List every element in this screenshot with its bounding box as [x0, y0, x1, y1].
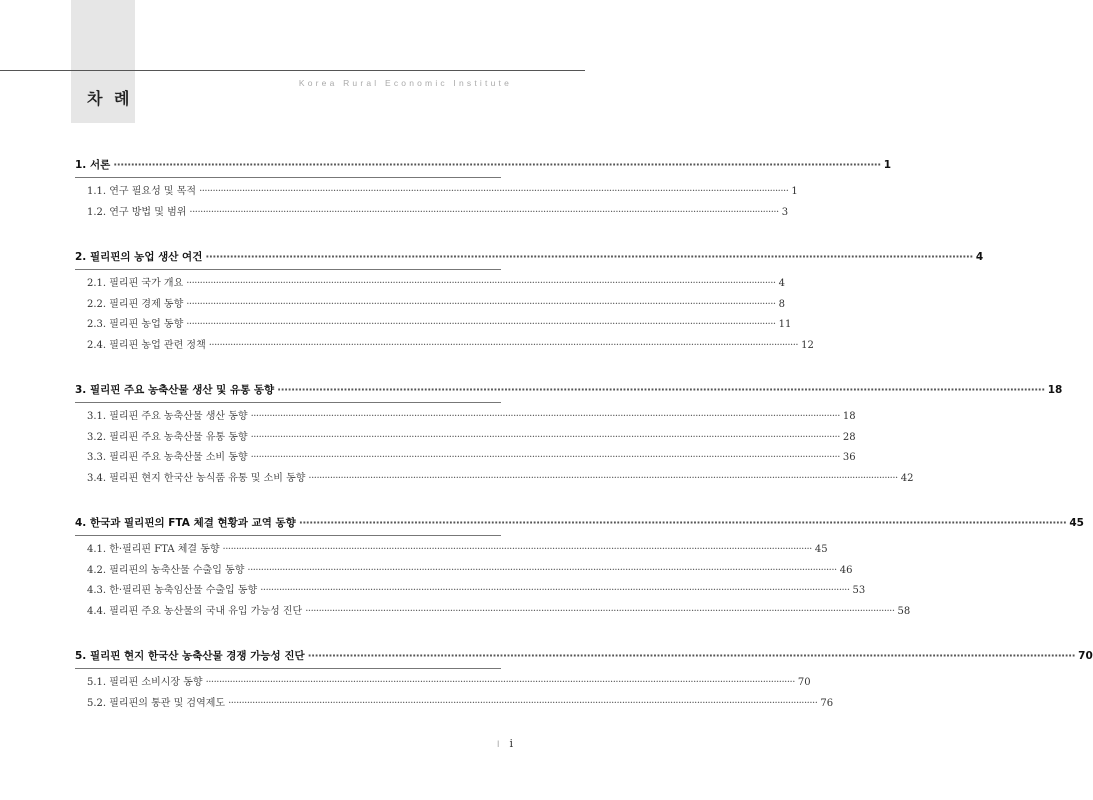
toc-chapter-page: 1 [883, 159, 892, 171]
toc-chapter-row[interactable] [75, 378, 1063, 403]
toc-chapter-row[interactable] [75, 644, 1093, 669]
toc-section-page: 46 [839, 564, 853, 576]
dot-leader: ···························································································································································································································· [205, 251, 973, 263]
toc-chapter-title: 1. 서론 [75, 159, 111, 171]
toc-section-title: 3.2. 필리핀 주요 농축산물 유통 동향 [87, 431, 248, 443]
toc-section-row[interactable] [75, 581, 866, 602]
toc-section-page: 76 [820, 697, 834, 709]
dot-leader: ···························································································································································································································· [186, 278, 776, 289]
folio-bar: I [496, 740, 500, 750]
dot-leader: ···························································································································································································································· [308, 472, 898, 484]
toc-chapter-row[interactable] [75, 153, 892, 178]
toc-chapter-page: 70 [1078, 650, 1093, 662]
toc-chapter [75, 378, 1063, 489]
table-of-contents [75, 153, 1093, 736]
dot-leader: ···························································································································································································································· [186, 319, 776, 330]
toc-chapter-title: 3. 필리핀 주요 농축산물 생산 및 유통 동향 [75, 384, 275, 396]
toc-section-page: 18 [842, 411, 856, 422]
toc-section-row[interactable] [75, 448, 856, 469]
dot-leader: ···························································································································································································································· [247, 564, 837, 576]
toc-section-title: 2.4. 필리핀 농업 관련 정책 [87, 339, 206, 351]
toc-section-page: 36 [842, 452, 856, 463]
toc-chapter-title: 5. 필리핀 현지 한국산 농축산물 경쟁 가능성 진단 [75, 650, 305, 662]
toc-section-row[interactable] [75, 469, 914, 490]
toc-section-row[interactable] [75, 673, 811, 694]
toc-chapter-page: 4 [975, 251, 984, 263]
toc-section-row[interactable] [75, 182, 798, 203]
toc-chapter-row[interactable] [75, 511, 1084, 536]
toc-section-row[interactable] [75, 295, 785, 316]
toc-section-row[interactable] [75, 203, 789, 224]
toc-section-title: 4.2. 필리핀의 농축산물 수출입 동향 [87, 564, 245, 576]
dot-leader: ···························································································································································································································· [250, 411, 840, 422]
dot-leader: ···························································································································································································································· [260, 585, 850, 596]
toc-chapter [75, 511, 1084, 622]
toc-section-page: 28 [842, 431, 856, 443]
page-folio [497, 737, 513, 750]
dot-leader: ···························································································································································································································· [228, 697, 818, 709]
toc-section-title: 5.1. 필리핀 소비시장 동향 [87, 677, 203, 688]
toc-section-row[interactable] [75, 315, 792, 336]
toc-chapter-title: 2. 필리핀의 농업 생산 여건 [75, 251, 203, 263]
toc-section-page: 45 [814, 544, 828, 555]
toc-chapter [75, 245, 984, 356]
dot-leader: ···························································································································································································································· [298, 517, 1067, 529]
dot-leader: ···························································································································································································································· [305, 605, 895, 617]
toc-section-title: 1.2. 연구 방법 및 범위 [87, 206, 187, 218]
toc-section-page: 53 [852, 585, 866, 596]
toc-section-title: 2.2. 필리핀 경제 동향 [87, 298, 184, 310]
toc-section-title: 3.1. 필리핀 주요 농축산물 생산 동향 [87, 411, 248, 422]
dot-leader: ···························································································································································································································· [205, 677, 795, 688]
institute-name: Korea Rural Economic Institute [298, 78, 512, 88]
toc-chapter-title: 4. 한국과 필리핀의 FTA 체결 현황과 교역 동향 [75, 517, 296, 529]
toc-chapter-row[interactable] [75, 245, 984, 270]
toc-section-title: 3.4. 필리핀 현지 한국산 농식품 유통 및 소비 동향 [87, 472, 306, 484]
toc-section-row[interactable] [75, 540, 828, 561]
dot-leader: ···························································································································································································································· [113, 159, 881, 171]
toc-heading: 차 례 [87, 89, 133, 108]
dot-leader: ···························································································································································································································· [250, 431, 840, 443]
header-rule [0, 70, 585, 71]
toc-section-title: 4.4. 필리핀 주요 농산물의 국내 유입 가능성 진단 [87, 605, 303, 617]
toc-section-row[interactable] [75, 274, 785, 295]
toc-section-row[interactable] [75, 428, 856, 449]
toc-section-page: 58 [897, 605, 911, 617]
toc-section-page: 70 [797, 677, 811, 688]
toc-chapter-page: 18 [1047, 384, 1063, 396]
toc-section-row[interactable] [75, 407, 856, 428]
toc-section-page: 4 [778, 278, 785, 289]
toc-section-title: 2.3. 필리핀 농업 동향 [87, 319, 184, 330]
dot-leader: ···························································································································································································································· [189, 206, 779, 218]
dot-leader: ···························································································································································································································· [208, 339, 799, 351]
toc-section-page: 11 [778, 319, 792, 330]
toc-section-page: 8 [778, 298, 785, 310]
dot-leader: ···························································································································································································································· [250, 452, 840, 463]
folio-page-number: i [509, 737, 513, 750]
toc-section-title: 3.3. 필리핀 주요 농축산물 소비 동향 [87, 452, 248, 463]
toc-chapter [75, 153, 892, 223]
dot-leader: ···························································································································································································································· [199, 186, 789, 197]
toc-section-title: 4.3. 한·필리핀 농축임산물 수출입 동향 [87, 585, 258, 596]
toc-section-page: 42 [900, 472, 914, 484]
dot-leader: ···························································································································································································································· [277, 384, 1045, 396]
toc-section-title: 5.2. 필리핀의 통관 및 검역제도 [87, 697, 226, 709]
toc-section-row[interactable] [75, 694, 834, 715]
dot-leader: ···························································································································································································································· [186, 298, 776, 310]
toc-chapter [75, 644, 1093, 714]
toc-section-page: 1 [791, 186, 798, 197]
dot-leader: ···························································································································································································································· [222, 544, 812, 555]
toc-section-title: 2.1. 필리핀 국가 개요 [87, 278, 184, 289]
toc-section-page: 12 [801, 339, 814, 351]
dot-leader: ···························································································································································································································· [307, 650, 1076, 662]
toc-section-row[interactable] [75, 602, 911, 623]
toc-section-row[interactable] [75, 561, 853, 582]
toc-section-title: 1.1. 연구 필요성 및 목적 [87, 186, 197, 197]
toc-section-page: 3 [781, 206, 789, 218]
toc-section-row[interactable] [75, 336, 814, 357]
toc-chapter-page: 45 [1069, 517, 1084, 529]
toc-section-title: 4.1. 한·필리핀 FTA 체결 동향 [87, 544, 220, 555]
